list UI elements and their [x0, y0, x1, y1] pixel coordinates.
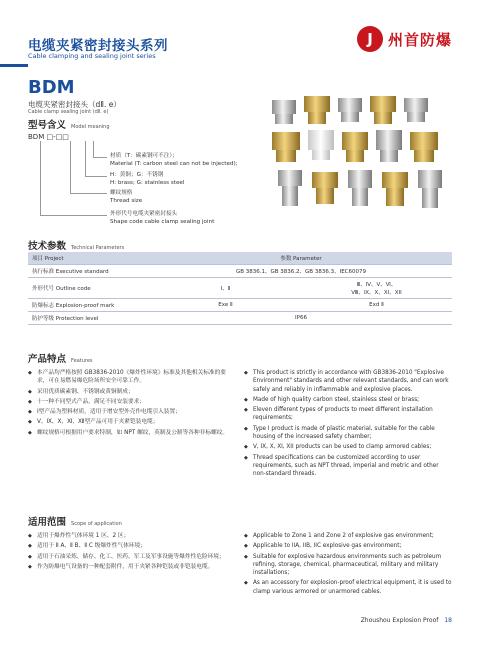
row-value-line: Ⅲ、Ⅳ、Ⅴ、Ⅵ、 — [356, 282, 397, 288]
row-value — [301, 278, 452, 299]
list-item: ◆ Ⅴ、Ⅸ、Ⅹ、Ⅺ、Ⅻ型产品可用于夹紧铠装电缆； — [28, 418, 233, 426]
list-item: ◆ This product is strictly in accordance with GB3836-2010 "Explosive Environment" standards and other relevant standards, and can work safely and reliably in inflammable and explosive places. — [244, 369, 452, 394]
model-meaning-title-en: Model meaning — [71, 124, 110, 130]
table-header-parameter: 参数 Parameter — [150, 252, 452, 265]
gland-icon — [272, 96, 442, 208]
list-item: ◆ 本产品均严格按照 GB3836-2010《爆炸性环境》标准及其他相关标准的要求，可在易燃易爆危险场所安全可靠工作。 — [28, 369, 233, 386]
brand-logo — [357, 26, 452, 52]
features-title — [28, 351, 93, 365]
connector-line — [93, 157, 107, 158]
application-list-en — [244, 532, 452, 598]
series-subtitle: Cable clamping and sealing joint series — [28, 52, 156, 60]
row-value: IP66 — [150, 312, 452, 325]
product-name-en: Cable clamp sealing joint (dⅡ. e) — [28, 109, 109, 115]
connector-line — [40, 215, 107, 216]
list-item: ◆ Type I product is made of plastic material, suitable for the cable housing of the increased safety chamber; — [244, 425, 452, 442]
page-footer — [361, 617, 452, 624]
tech-title-en: Technical Parameters — [71, 245, 125, 251]
application-title — [28, 514, 122, 528]
table-row — [28, 299, 452, 312]
features-title-zh: 产品特点 — [28, 354, 67, 365]
model-code-pattern: BDM □-□□ — [28, 133, 69, 141]
meaning-item-3-zh: 螺纹规格 — [110, 190, 133, 196]
row-label: 外形代号 Outline code — [28, 278, 150, 299]
product-name-zh: 电缆夹紧密封接头（dⅡ. e） — [28, 100, 121, 109]
logo-text: 州首防爆 — [387, 30, 452, 49]
footer-brand: Zhoushou Explosion Proof — [360, 617, 439, 624]
connector-line — [70, 141, 71, 193]
model-code: BDM — [28, 77, 75, 98]
list-item: ◆ 采用优质碳素钢、不锈钢或黄铜制成； — [28, 388, 233, 396]
tech-title — [28, 238, 124, 252]
row-value: GB 3836.1、GB 3836.2、GB 3836.3、IEC60079 — [150, 265, 452, 278]
table-header-row — [28, 252, 452, 265]
meaning-item-1 — [110, 152, 238, 168]
model-meaning-title — [28, 117, 110, 131]
table-header-project: 项目 Project — [28, 252, 150, 265]
meaning-item-1-en: Material (T: carbon steel can not be injected); — [110, 161, 238, 167]
table-row — [28, 278, 452, 299]
application-title-zh: 适用范围 — [28, 517, 67, 528]
table-row — [28, 312, 452, 325]
list-item: ◆ Suitable for explosive hazardous environments such as petroleum refining, storage, chemical, pharmaceutical, military and military installations; — [244, 553, 452, 578]
row-label: 执行标准 Executive standard — [28, 265, 150, 278]
list-item: ◆ 适用于 Ⅱ A、Ⅱ B、Ⅱ C 级爆炸性气体环境； — [28, 542, 233, 550]
product-photo — [268, 92, 452, 216]
accent-bar — [0, 64, 28, 67]
row-value: Exe Ⅱ — [150, 299, 301, 312]
list-item: ◆ 适用于爆炸性气体环境 1 区、2 区； — [28, 532, 233, 540]
application-title-en: Scope of application — [71, 521, 122, 527]
model-meaning-title-zh: 型号含义 — [28, 120, 67, 131]
connector-line — [40, 141, 41, 215]
connector-line — [70, 193, 107, 194]
list-item: ◆ Applicable to IIA, IIB, IIC explosive gas environment; — [244, 542, 452, 550]
logo-mark-icon: J — [357, 26, 383, 52]
connector-line — [85, 176, 107, 177]
row-value: Exd Ⅱ — [301, 299, 452, 312]
list-item: ◆ V, IX, X, XI, XII products can be used to clamp armored cables; — [244, 443, 452, 451]
tech-title-zh: 技术参数 — [28, 241, 67, 252]
meaning-item-1-zh: 材质（T：碳素钢可不注）； — [110, 153, 178, 159]
features-list-en — [244, 369, 452, 481]
features-title-en: Features — [71, 358, 93, 364]
meaning-item-2-en: H: brass; G: stainless steel — [110, 180, 185, 186]
list-item: ◆ Thread specifications can be customized according to user requirements, such as NPT thread, imperial and metric and other non-standard threads. — [244, 454, 452, 479]
list-item: ◆ 作为防爆电气设备的一种配套附件，用于夹紧各种铠装或非铠装电缆。 — [28, 563, 233, 571]
meaning-item-3-en: Thread size — [110, 198, 143, 204]
meaning-item-4-zh: 外形代号电缆夹紧密封接头 — [110, 211, 178, 217]
application-list-zh — [28, 532, 233, 573]
list-item: ◆ Ⅰ型产品为塑料材质，适用于增安型外壳作电缆引入装置； — [28, 408, 233, 416]
list-item: ◆ As an accessory for explosion-proof electrical equipment, it is used to clamp various armored or unarmored cables. — [244, 579, 452, 596]
row-value: Ⅰ、Ⅱ — [150, 278, 301, 299]
meaning-item-2 — [110, 171, 184, 187]
features-list-zh — [28, 369, 233, 439]
list-item: ◆ Eleven different types of products to meet different installation requirements; — [244, 406, 452, 423]
list-item: ◆ Made of high quality carbon steel, stainless steel or brass; — [244, 396, 452, 404]
page-number: 18 — [444, 617, 452, 624]
connector-line — [93, 141, 94, 157]
row-label: 防护等级 Protection level — [28, 312, 150, 325]
row-label: 防爆标志 Explosion-proof mark — [28, 299, 150, 312]
tech-table — [28, 252, 452, 325]
list-item: ◆ 十一种不同型式产品，满足不同安装要求； — [28, 398, 233, 406]
series-title: 电缆夹紧密封接头系列 — [28, 38, 168, 54]
meaning-item-4-en: Shape code cable clamp sealing joint — [110, 219, 215, 225]
table-row — [28, 265, 452, 278]
row-value-line: Ⅷ、Ⅸ、X、XI、XII — [351, 290, 402, 296]
meaning-item-3 — [110, 189, 142, 205]
meaning-item-2-zh: H：黄铜；G：不锈钢 — [110, 172, 164, 178]
list-item: ◆ 适用于石油采炼、储存、化工、医药、军工及军事设施等爆炸性危险环境； — [28, 553, 233, 561]
connector-line — [85, 141, 86, 176]
list-item: ◆ Applicable to Zone 1 and Zone 2 of explosive gas environment; — [244, 532, 452, 540]
meaning-item-4 — [110, 210, 214, 226]
list-item: ◆ 螺纹规格可根据用户要求特制，如 NPT 螺纹，英制及公制等各种非标螺纹。 — [28, 429, 233, 437]
